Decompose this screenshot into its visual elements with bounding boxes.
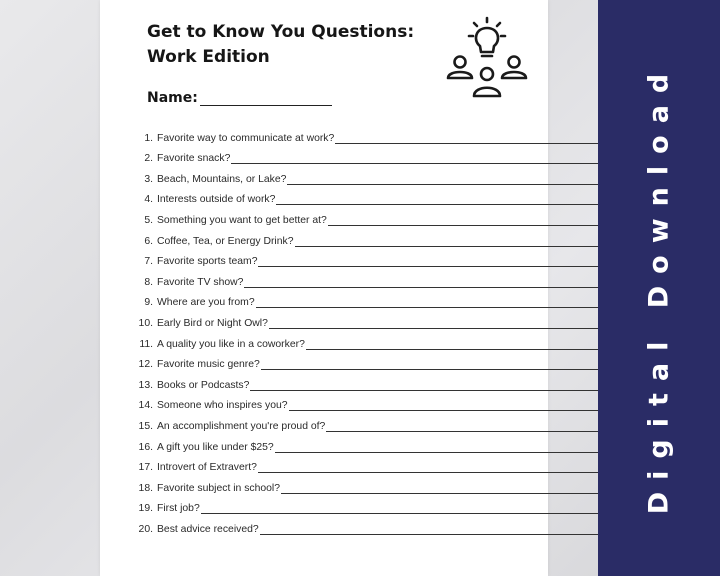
question-text: Something you want to get better at? bbox=[157, 214, 327, 226]
question-text: First job? bbox=[157, 503, 200, 515]
question-text: Favorite subject in school? bbox=[157, 482, 281, 494]
question-item bbox=[130, 494, 600, 515]
question-text: Favorite sports team? bbox=[157, 256, 258, 268]
question-text: Favorite music genre? bbox=[157, 359, 260, 371]
digital-download-banner bbox=[598, 0, 720, 576]
answer-line[interactable] bbox=[256, 297, 600, 308]
question-number: 4. bbox=[144, 194, 153, 206]
question-number: 15. bbox=[138, 420, 153, 432]
question-item bbox=[130, 164, 600, 185]
question-text: Favorite snack? bbox=[157, 153, 231, 165]
question-text: Early Bird or Night Owl? bbox=[157, 317, 268, 329]
question-item bbox=[130, 453, 600, 474]
question-item bbox=[130, 267, 600, 288]
answer-line[interactable] bbox=[258, 462, 600, 473]
question-text: Beach, Mountains, or Lake? bbox=[157, 173, 287, 185]
question-number: 16. bbox=[138, 441, 153, 453]
title-line-2: Work Edition bbox=[147, 47, 270, 67]
question-text: Someone who inspires you? bbox=[157, 400, 288, 412]
question-number: 11. bbox=[139, 338, 153, 350]
question-number: 9. bbox=[144, 297, 153, 309]
question-text: Coffee, Tea, or Energy Drink? bbox=[157, 235, 294, 247]
question-number: 13. bbox=[138, 379, 153, 391]
question-item bbox=[130, 144, 600, 165]
answer-line[interactable] bbox=[260, 524, 600, 535]
question-item bbox=[130, 432, 600, 453]
worksheet-title bbox=[147, 20, 414, 70]
question-number: 1. bbox=[144, 132, 153, 144]
question-item bbox=[130, 123, 600, 144]
answer-line[interactable] bbox=[287, 174, 600, 185]
answer-line[interactable] bbox=[295, 236, 600, 247]
question-text: Where are you from? bbox=[157, 297, 255, 309]
name-blank-line[interactable] bbox=[200, 91, 332, 106]
question-text: A gift you like under $25? bbox=[157, 441, 274, 453]
question-number: 18. bbox=[138, 482, 153, 494]
answer-line[interactable] bbox=[335, 133, 600, 144]
question-text: Favorite way to communicate at work? bbox=[157, 132, 335, 144]
banner-text: Digital Download bbox=[643, 61, 675, 515]
question-item bbox=[130, 226, 600, 247]
question-item bbox=[130, 370, 600, 391]
question-text: Introvert of Extravert? bbox=[157, 462, 257, 474]
question-number: 7. bbox=[144, 256, 153, 268]
question-number: 14. bbox=[138, 400, 153, 412]
question-item bbox=[130, 411, 600, 432]
question-number: 5. bbox=[144, 214, 153, 226]
question-text: An accomplishment you're proud of? bbox=[157, 420, 326, 432]
question-text: Best advice received? bbox=[157, 523, 259, 535]
question-number: 2. bbox=[144, 153, 153, 165]
question-text: Interests outside of work? bbox=[157, 194, 276, 206]
answer-line[interactable] bbox=[261, 359, 600, 370]
question-number: 3. bbox=[144, 173, 153, 185]
answer-line[interactable] bbox=[328, 215, 600, 226]
question-number: 10. bbox=[138, 317, 153, 329]
question-item bbox=[130, 473, 600, 494]
question-item bbox=[130, 391, 600, 412]
question-item bbox=[130, 247, 600, 268]
team-lightbulb-icon bbox=[444, 16, 530, 100]
question-item bbox=[130, 308, 600, 329]
title-line-1: Get to Know You Questions: bbox=[147, 22, 415, 42]
name-field[interactable] bbox=[147, 90, 332, 106]
answer-line[interactable] bbox=[289, 400, 600, 411]
question-item bbox=[130, 185, 600, 206]
answer-line[interactable] bbox=[244, 277, 600, 288]
answer-line[interactable] bbox=[306, 339, 600, 350]
question-number: 6. bbox=[144, 235, 153, 247]
question-text: Books or Podcasts? bbox=[157, 379, 250, 391]
question-number: 12. bbox=[138, 359, 153, 371]
question-list bbox=[130, 123, 600, 535]
question-item bbox=[130, 288, 600, 309]
worksheet-page bbox=[100, 0, 548, 576]
answer-line[interactable] bbox=[326, 421, 600, 432]
answer-line[interactable] bbox=[281, 483, 600, 494]
question-number: 19. bbox=[138, 503, 153, 515]
question-number: 17. bbox=[138, 462, 153, 474]
answer-line[interactable] bbox=[250, 380, 600, 391]
question-item bbox=[130, 514, 600, 535]
question-text: A quality you like in a coworker? bbox=[157, 338, 305, 350]
question-item bbox=[130, 205, 600, 226]
question-text: Favorite TV show? bbox=[157, 276, 244, 288]
answer-line[interactable] bbox=[275, 442, 600, 453]
name-label: Name: bbox=[147, 90, 198, 106]
answer-line[interactable] bbox=[231, 153, 600, 164]
answer-line[interactable] bbox=[276, 194, 600, 205]
question-item bbox=[130, 329, 600, 350]
question-number: 8. bbox=[144, 276, 153, 288]
answer-line[interactable] bbox=[258, 256, 600, 267]
question-number: 20. bbox=[138, 523, 153, 535]
answer-line[interactable] bbox=[269, 318, 600, 329]
question-item bbox=[130, 350, 600, 371]
answer-line[interactable] bbox=[201, 503, 600, 514]
